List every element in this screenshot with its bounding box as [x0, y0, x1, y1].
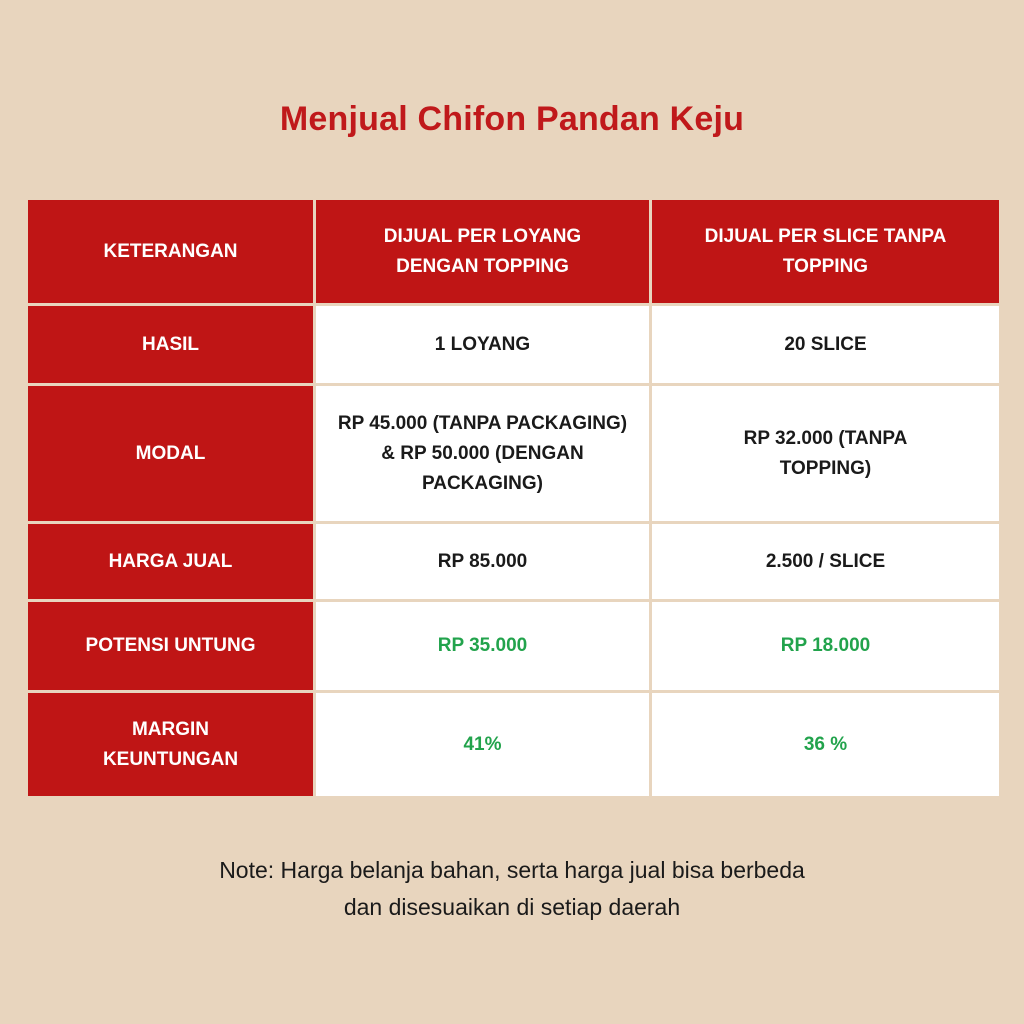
hasil-loyang: 1 LOYANG — [315, 305, 651, 385]
row-label-modal: MODAL — [27, 385, 315, 523]
header-per-loyang: DIJUAL PER LOYANG DENGAN TOPPING — [315, 199, 651, 305]
potensi-untung-loyang: RP 35.000 — [315, 601, 651, 692]
table-row — [27, 305, 1001, 385]
hasil-slice: 20 SLICE — [651, 305, 1001, 385]
table-header-row — [27, 199, 1001, 305]
table-row — [27, 692, 1001, 798]
table-row — [27, 385, 1001, 523]
margin-loyang: 41% — [315, 692, 651, 798]
harga-jual-slice: 2.500 / SLICE — [651, 523, 1001, 601]
modal-slice: RP 32.000 (TANPA TOPPING) — [651, 385, 1001, 523]
row-label-potensi-untung: POTENSI UNTUNG — [27, 601, 315, 692]
table-row — [27, 601, 1001, 692]
footnote-line-1: Note: Harga belanja bahan, serta harga jual bisa berbeda — [219, 857, 805, 883]
table-row — [27, 523, 1001, 601]
row-label-margin-keuntungan: MARGIN KEUNTUNGAN — [27, 692, 315, 798]
modal-loyang: RP 45.000 (TANPA PACKAGING) & RP 50.000 (DENGAN PACKAGING) — [315, 385, 651, 523]
margin-slice: 36 % — [651, 692, 1001, 798]
harga-jual-loyang: RP 85.000 — [315, 523, 651, 601]
header-per-slice: DIJUAL PER SLICE TANPA TOPPING — [651, 199, 1001, 305]
comparison-table — [25, 197, 1002, 799]
row-label-harga-jual: HARGA JUAL — [27, 523, 315, 601]
footnote-line-2: dan disesuaikan di setiap daerah — [343, 894, 681, 920]
page-title: Menjual Chifon Pandan Keju — [279, 100, 745, 138]
potensi-untung-slice: RP 18.000 — [651, 601, 1001, 692]
header-keterangan: KETERANGAN — [27, 199, 315, 305]
footnote — [0, 852, 1024, 926]
row-label-hasil: HASIL — [27, 305, 315, 385]
